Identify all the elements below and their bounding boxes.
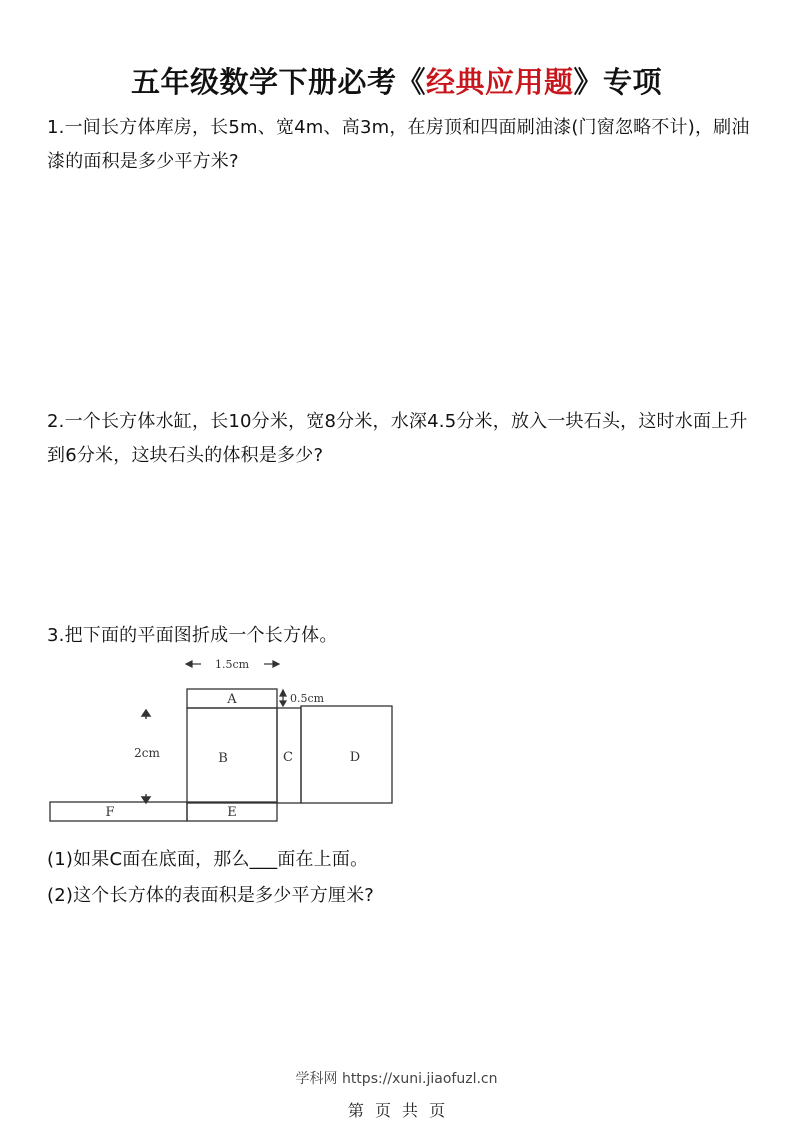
face-f-rect bbox=[50, 802, 187, 821]
face-d-label: D bbox=[349, 750, 361, 765]
face-b-rect bbox=[187, 708, 277, 803]
face-b-label: B bbox=[218, 751, 228, 766]
depth-dimension-label: 0.5cm bbox=[290, 692, 325, 705]
face-c-label: C bbox=[283, 750, 293, 765]
title-suffix: 》专项 bbox=[573, 65, 663, 99]
title-highlight: 经典应用题 bbox=[425, 65, 574, 99]
question-3-sub-2: (2)这个长方体的表面积是多少平方厘米? bbox=[47, 885, 375, 906]
face-d-rect bbox=[301, 706, 392, 803]
face-f-label: F bbox=[105, 805, 115, 820]
source-watermark: 学科网 https://xuni.jiaofuzl.cn bbox=[295, 1071, 498, 1087]
page-title bbox=[0, 62, 793, 102]
depth-dimension-arrow bbox=[280, 690, 286, 706]
width-dimension-label: 1.5cm bbox=[214, 658, 250, 671]
cuboid-net-figure bbox=[46, 655, 398, 827]
height-dimension-label: 2cm bbox=[134, 746, 160, 760]
question-2: 2.一个长方体水缸，长10分米，宽8分米，水深4.5分米，放入一块石头，这时水面上升到6分米，这块石头的体积是多少? bbox=[47, 411, 748, 466]
face-a-label: A bbox=[227, 692, 237, 707]
question-3-sub-1: (1)如果C面在底面，那么___面在上面。 bbox=[47, 849, 369, 870]
page-number: 第 页 共 页 bbox=[347, 1101, 446, 1120]
title-prefix: 五年级数学下册必考《 bbox=[130, 65, 426, 99]
question-3: 3.把下面的平面图折成一个长方体。 bbox=[47, 625, 338, 646]
face-e-label: E bbox=[227, 805, 237, 820]
question-1: 1.一间长方体库房，长5m、宽4m、高3m，在房顶和四面刷油漆(门窗忽略不计)，刷油漆的面积是多少平方米? bbox=[47, 117, 750, 172]
